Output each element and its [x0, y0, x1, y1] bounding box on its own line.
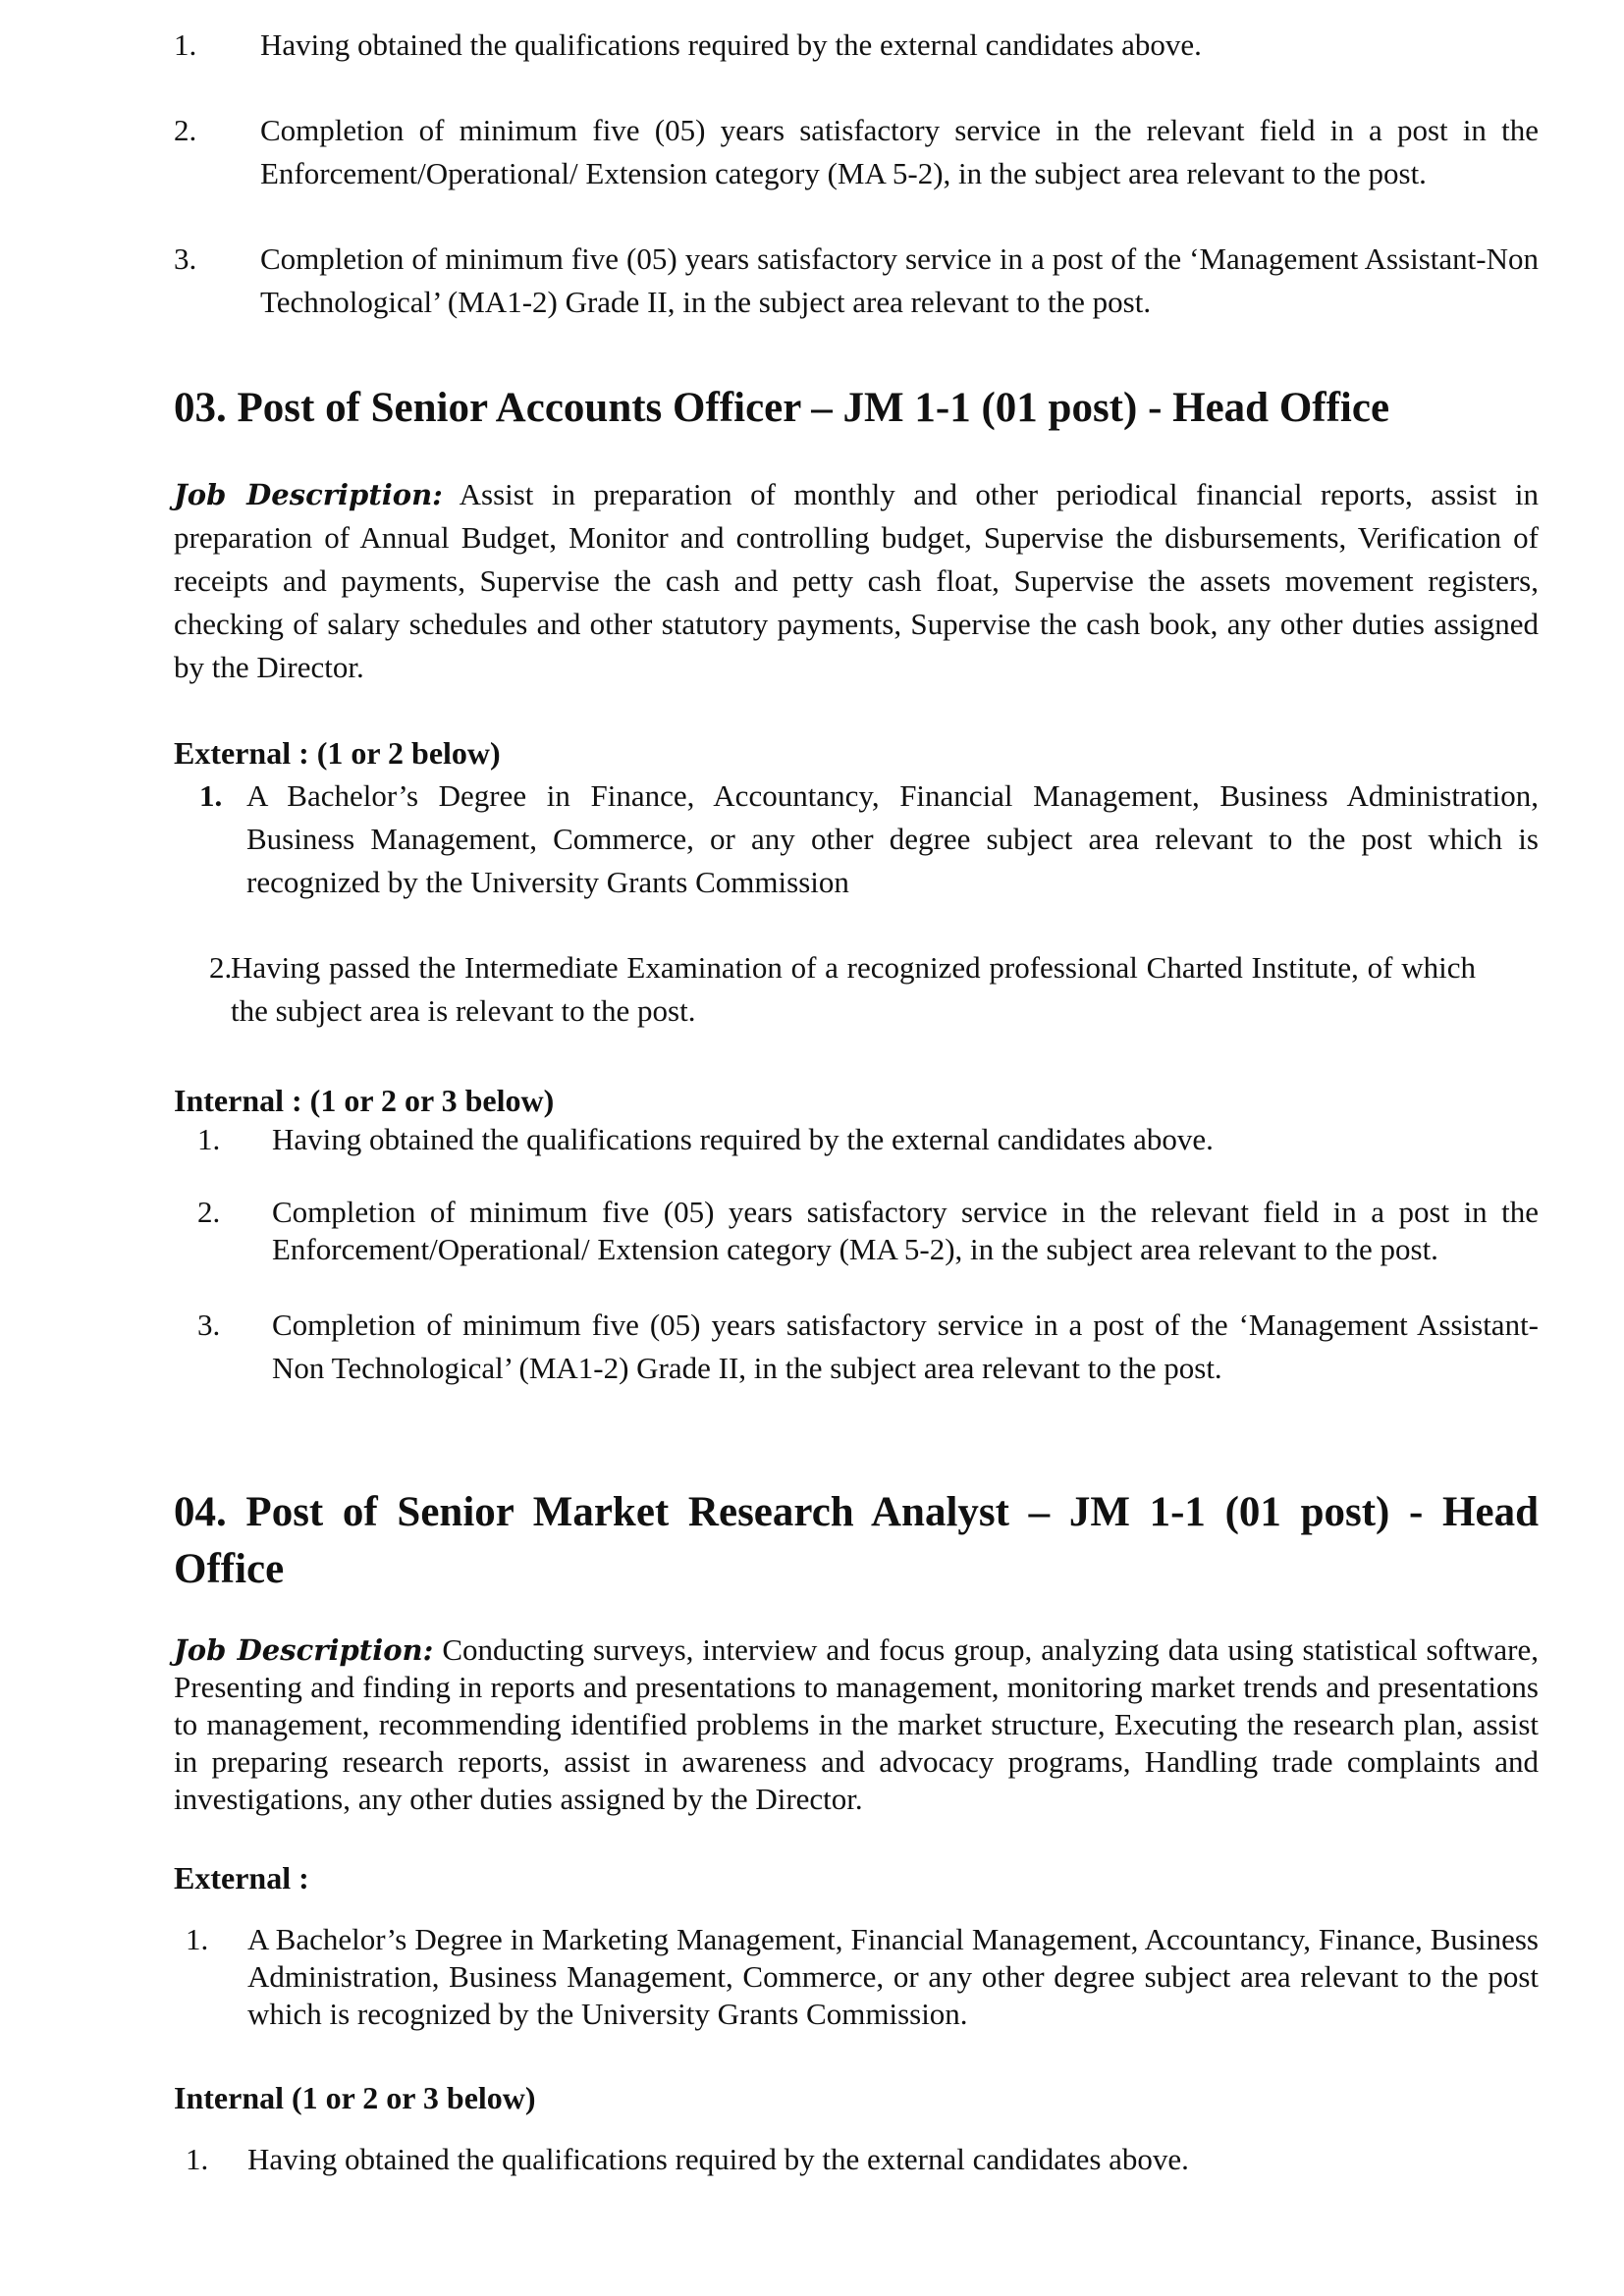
job-description-text: Assist in preparation of monthly and other periodical financial reports, assist in preparation of Annual Budget, Monitor and controlling budget, Supervise the disbursements, Verification of receipts and payments, Supervise the cash and petty cash float, Supervise the assets movement registers, checking of salary schedules and other statutory payments, Supervise the cash book, any other duties assigned by the Director. — [174, 477, 1539, 684]
list-item — [199, 774, 1539, 904]
job-description-label: Job Description: — [174, 1633, 434, 1667]
list-text: Having passed the Intermediate Examination of a recognized professional Charted Institute, of which the subject area is relevant to the post. — [231, 950, 1476, 1028]
list-item — [197, 1121, 1539, 1158]
list-number: 1. — [186, 1922, 209, 1956]
list-number: 1. — [197, 1122, 221, 1156]
list-number: 2. — [209, 950, 233, 985]
list-text: A Bachelor’s Degree in Finance, Accountancy, Financial Management, Business Administration, Business Management, Commerce, or any other degree subject area relevant to the post which is recognized by the University Grants Commission — [246, 778, 1539, 899]
list-item — [174, 24, 1539, 67]
top-qualification-list — [174, 24, 1539, 324]
section-4-internal-list — [186, 2138, 1539, 2181]
job-description-text: Conducting surveys, interview and focus group, analyzing data using statistical software, Presenting and finding in reports and presentations to management, monitoring market trends and presentations to management, recommending identified problems in the market structure, Executing the research plan, assist in preparing research reports, assist in awareness and advocacy programs, Handling trade complaints and investigations, any other duties assigned by the Director. — [174, 1632, 1539, 1816]
section-3-heading: 03. Post of Senior Accounts Officer – JM 1-1 (01 post) - Head Office — [174, 385, 1390, 431]
list-item — [197, 1304, 1539, 1390]
list-item — [174, 238, 1539, 324]
list-number: 3. — [197, 1308, 221, 1342]
section-3-external-heading: External : (1 or 2 below) — [174, 735, 501, 771]
list-item — [197, 1194, 1539, 1268]
section-3-internal-heading: Internal : (1 or 2 or 3 below) — [174, 1083, 555, 1118]
list-text: A Bachelor’s Degree in Marketing Management, Financial Management, Accountancy, Finance, Business Administration, Business Management, Commerce, or any other degree subject area relevant to the post which is recognized by the University Grants Commission. — [247, 1922, 1539, 2031]
list-text: Having obtained the qualifications required by the external candidates above. — [260, 27, 1202, 62]
section-4-external-list — [186, 1921, 1539, 2033]
section-3-external-list-2 — [209, 946, 1476, 1033]
list-item — [186, 1921, 1539, 2033]
section-4-external-heading: External : — [174, 1860, 309, 1896]
list-text: Completion of minimum five (05) years satisfactory service in the relevant field in a post in the Enforcement/Operational/ Extension category (MA 5-2), in the subject area relevant to the post. — [260, 113, 1539, 190]
list-text: Completion of minimum five (05) years satisfactory service in the relevant field in a post in the Enforcement/Operational/ Extension category (MA 5-2), in the subject area relevant to the post. — [272, 1195, 1539, 1266]
list-text: Completion of minimum five (05) years satisfactory service in a post of the ‘Management Assistant-Non Technological’ (MA1-2) Grade II, in the subject area relevant to the post. — [272, 1308, 1539, 1385]
list-number: 2. — [197, 1195, 221, 1229]
section-4-job-description — [174, 1631, 1539, 1818]
section-3-internal-list — [197, 1121, 1539, 1390]
section-3-external-list — [199, 774, 1539, 904]
list-text: Having obtained the qualifications required by the external candidates above. — [247, 2142, 1189, 2176]
list-text: Having obtained the qualifications required by the external candidates above. — [272, 1122, 1214, 1156]
list-number: 1. — [174, 27, 197, 62]
list-item — [174, 109, 1539, 195]
section-4-heading: 04. Post of Senior Market Research Analyst – JM 1-1 (01 post) - Head Office — [174, 1489, 1539, 1592]
list-item — [186, 2138, 1539, 2181]
list-text: Completion of minimum five (05) years satisfactory service in a post of the ‘Management Assistant-Non Technological’ (MA1-2) Grade II, in the subject area relevant to the post. — [260, 241, 1539, 319]
section-4-internal-heading: Internal (1 or 2 or 3 below) — [174, 2080, 536, 2115]
section-3-job-description — [174, 473, 1539, 689]
list-number: 1. — [199, 778, 223, 813]
list-item — [209, 946, 1476, 1033]
list-number: 1. — [186, 2142, 209, 2176]
job-description-label: Job Description: — [174, 478, 443, 511]
list-number: 2. — [174, 113, 197, 147]
list-number: 3. — [174, 241, 197, 276]
